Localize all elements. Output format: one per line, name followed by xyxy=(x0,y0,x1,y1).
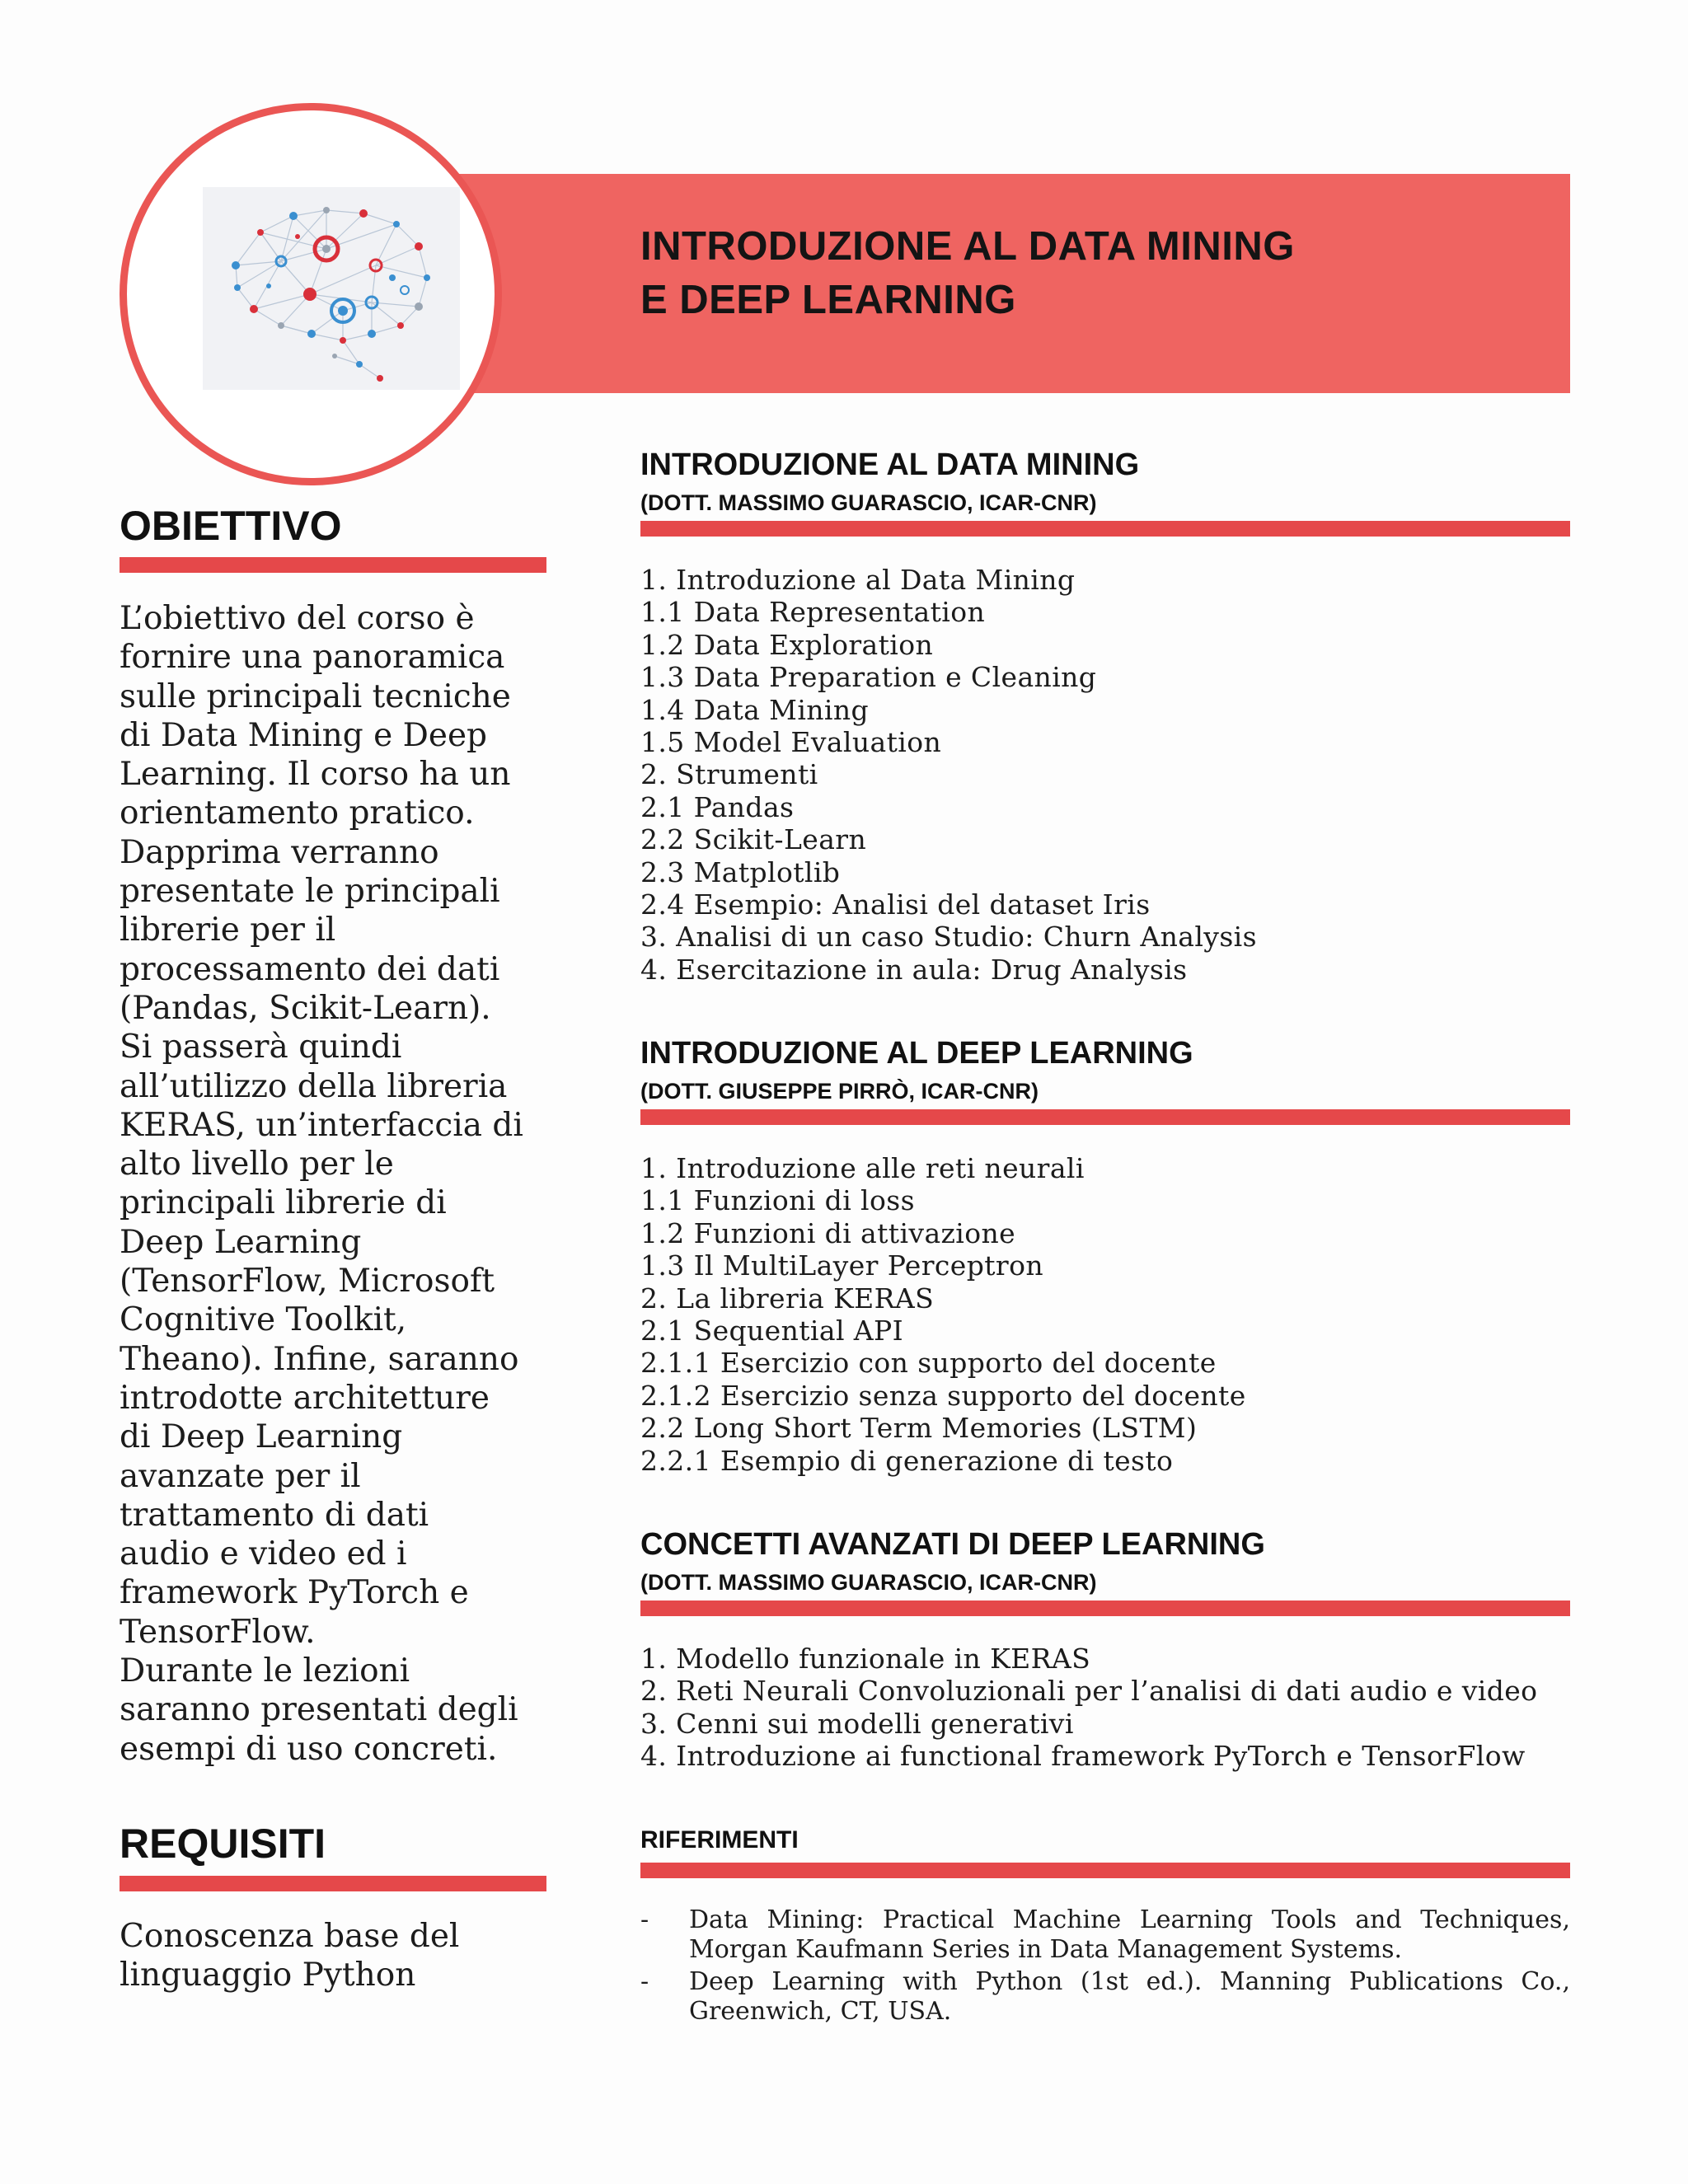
section-title-deep-learning: INTRODUZIONE AL DEEP LEARNING xyxy=(640,1036,1193,1071)
toc-item: 4. Esercitazione in aula: Drug Analysis xyxy=(640,953,1188,986)
toc-item: 1. Introduzione al Data Mining xyxy=(640,564,1076,596)
section-subtitle-deep-learning: (DOTT. GIUSEPPE PIRRÒ, ICAR-CNR) xyxy=(640,1079,1039,1104)
requirements-divider xyxy=(120,1876,546,1891)
section-divider-advanced-deep-learning xyxy=(640,1601,1570,1616)
toc-item: 2.4 Esempio: Analisi del dataset Iris xyxy=(640,888,1151,921)
toc-item: 1.3 Il MultiLayer Perceptron xyxy=(640,1249,1044,1282)
section-subtitle-advanced-deep-learning: (DOTT. MASSIMO GUARASCIO, ICAR-CNR) xyxy=(640,1570,1097,1595)
reference-text: Data Mining: Practical Machine Learning Tools and Techniques, Morgan Kaufmann Series in Data Management Systems. xyxy=(689,1905,1570,1964)
toc-advanced-deep-learning xyxy=(640,1643,1537,1773)
toc-item: 1.1 Data Representation xyxy=(640,596,986,629)
section-divider-deep-learning xyxy=(640,1109,1570,1125)
toc-item: 2. Reti Neurali Convoluzionali per l’analisi di dati audio e video xyxy=(640,1675,1538,1708)
references-heading: RIFERIMENTI xyxy=(640,1826,799,1854)
page-title-line2: E DEEP LEARNING xyxy=(640,278,1016,322)
toc-deep-learning xyxy=(640,1152,1246,1477)
section-title-advanced-deep-learning: CONCETTI AVANZATI DI DEEP LEARNING xyxy=(640,1527,1265,1562)
section-subtitle-data-mining: (DOTT. MASSIMO GUARASCIO, ICAR-CNR) xyxy=(640,490,1097,515)
requirements-text: Conoscenza base del linguaggio Python xyxy=(120,1918,460,1994)
references-list xyxy=(640,1905,1570,2029)
toc-item: 2. La libreria KERAS xyxy=(640,1282,935,1315)
reference-item xyxy=(640,1967,1570,2027)
brain-network-graphic xyxy=(203,187,460,390)
objective-heading: OBIETTIVO xyxy=(120,503,342,549)
toc-item: 1. Introduzione alle reti neurali xyxy=(640,1152,1085,1184)
toc-item: 4. Introduzione ai functional framework PyTorch e TensorFlow xyxy=(640,1740,1526,1773)
page-title xyxy=(640,220,1295,327)
toc-item: 1. Modello funzionale in KERAS xyxy=(640,1643,1091,1675)
objective-text: L’obiettivo del corso è fornire una panoramica sulle principali tecniche di Data Mining e Deep Learning. Il corso ha un orientamento pratico. Dapprima verranno presentate le principali librerie per il processamento dei dati (Pandas, Scikit-Learn). Si passerà quindi all’utilizzo della libreria KERAS, un’interfaccia di alto livello per le principali librerie di Deep Learning (TensorFlow, Microsoft Cognitive Toolkit, Theano). Infine, saranno introdotte architetture di Deep Learning avanzate per il trattamento di dati audio e video ed i framework PyTorch e TensorFlow. Durante le lezioni saranno presentati degli esempi di uso concreti. xyxy=(120,600,523,1768)
toc-item: 2.1.2 Esercizio senza supporto del docente xyxy=(640,1379,1246,1412)
reference-text: Deep Learning with Python (1st ed.). Manning Publications Co., Greenwich, CT, USA. xyxy=(689,1967,1570,2026)
header-banner xyxy=(429,174,1570,393)
page-title-line1: INTRODUZIONE AL DATA MINING xyxy=(640,224,1295,269)
toc-item: 2.2 Scikit-Learn xyxy=(640,823,867,856)
toc-item: 2.1 Sequential API xyxy=(640,1315,904,1347)
objective-divider xyxy=(120,557,546,573)
reference-item xyxy=(640,1905,1570,1965)
toc-item: 3. Cenni sui modelli generativi xyxy=(640,1707,1074,1740)
toc-data-mining xyxy=(640,564,1257,986)
toc-item: 1.2 Funzioni di attivazione xyxy=(640,1216,1016,1249)
toc-item: 1.4 Data Mining xyxy=(640,693,870,726)
toc-item: 1.1 Funzioni di loss xyxy=(640,1184,915,1217)
section-title-data-mining: INTRODUZIONE AL DATA MINING xyxy=(640,448,1140,482)
reference-bullet: - xyxy=(640,1905,649,1934)
toc-item: 1.5 Model Evaluation xyxy=(640,726,942,759)
toc-item: 2.3 Matplotlib xyxy=(640,855,841,888)
references-divider xyxy=(640,1863,1570,1878)
toc-item: 2.2 Long Short Term Memories (LSTM) xyxy=(640,1412,1198,1445)
requirements-heading: REQUISITI xyxy=(120,1821,326,1867)
toc-item: 2.2.1 Esempio di generazione di testo xyxy=(640,1444,1174,1477)
section-divider-data-mining xyxy=(640,521,1570,537)
toc-item: 1.3 Data Preparation e Cleaning xyxy=(640,661,1097,694)
toc-item: 1.2 Data Exploration xyxy=(640,628,934,661)
toc-item: 2. Strumenti xyxy=(640,758,818,791)
reference-bullet: - xyxy=(640,1967,649,1996)
toc-item: 2.1 Pandas xyxy=(640,790,795,823)
toc-item: 3. Analisi di un caso Studio: Churn Analysis xyxy=(640,921,1257,954)
toc-item: 2.1.1 Esercizio con supporto del docente xyxy=(640,1347,1217,1380)
brain-network-icon xyxy=(203,187,460,390)
